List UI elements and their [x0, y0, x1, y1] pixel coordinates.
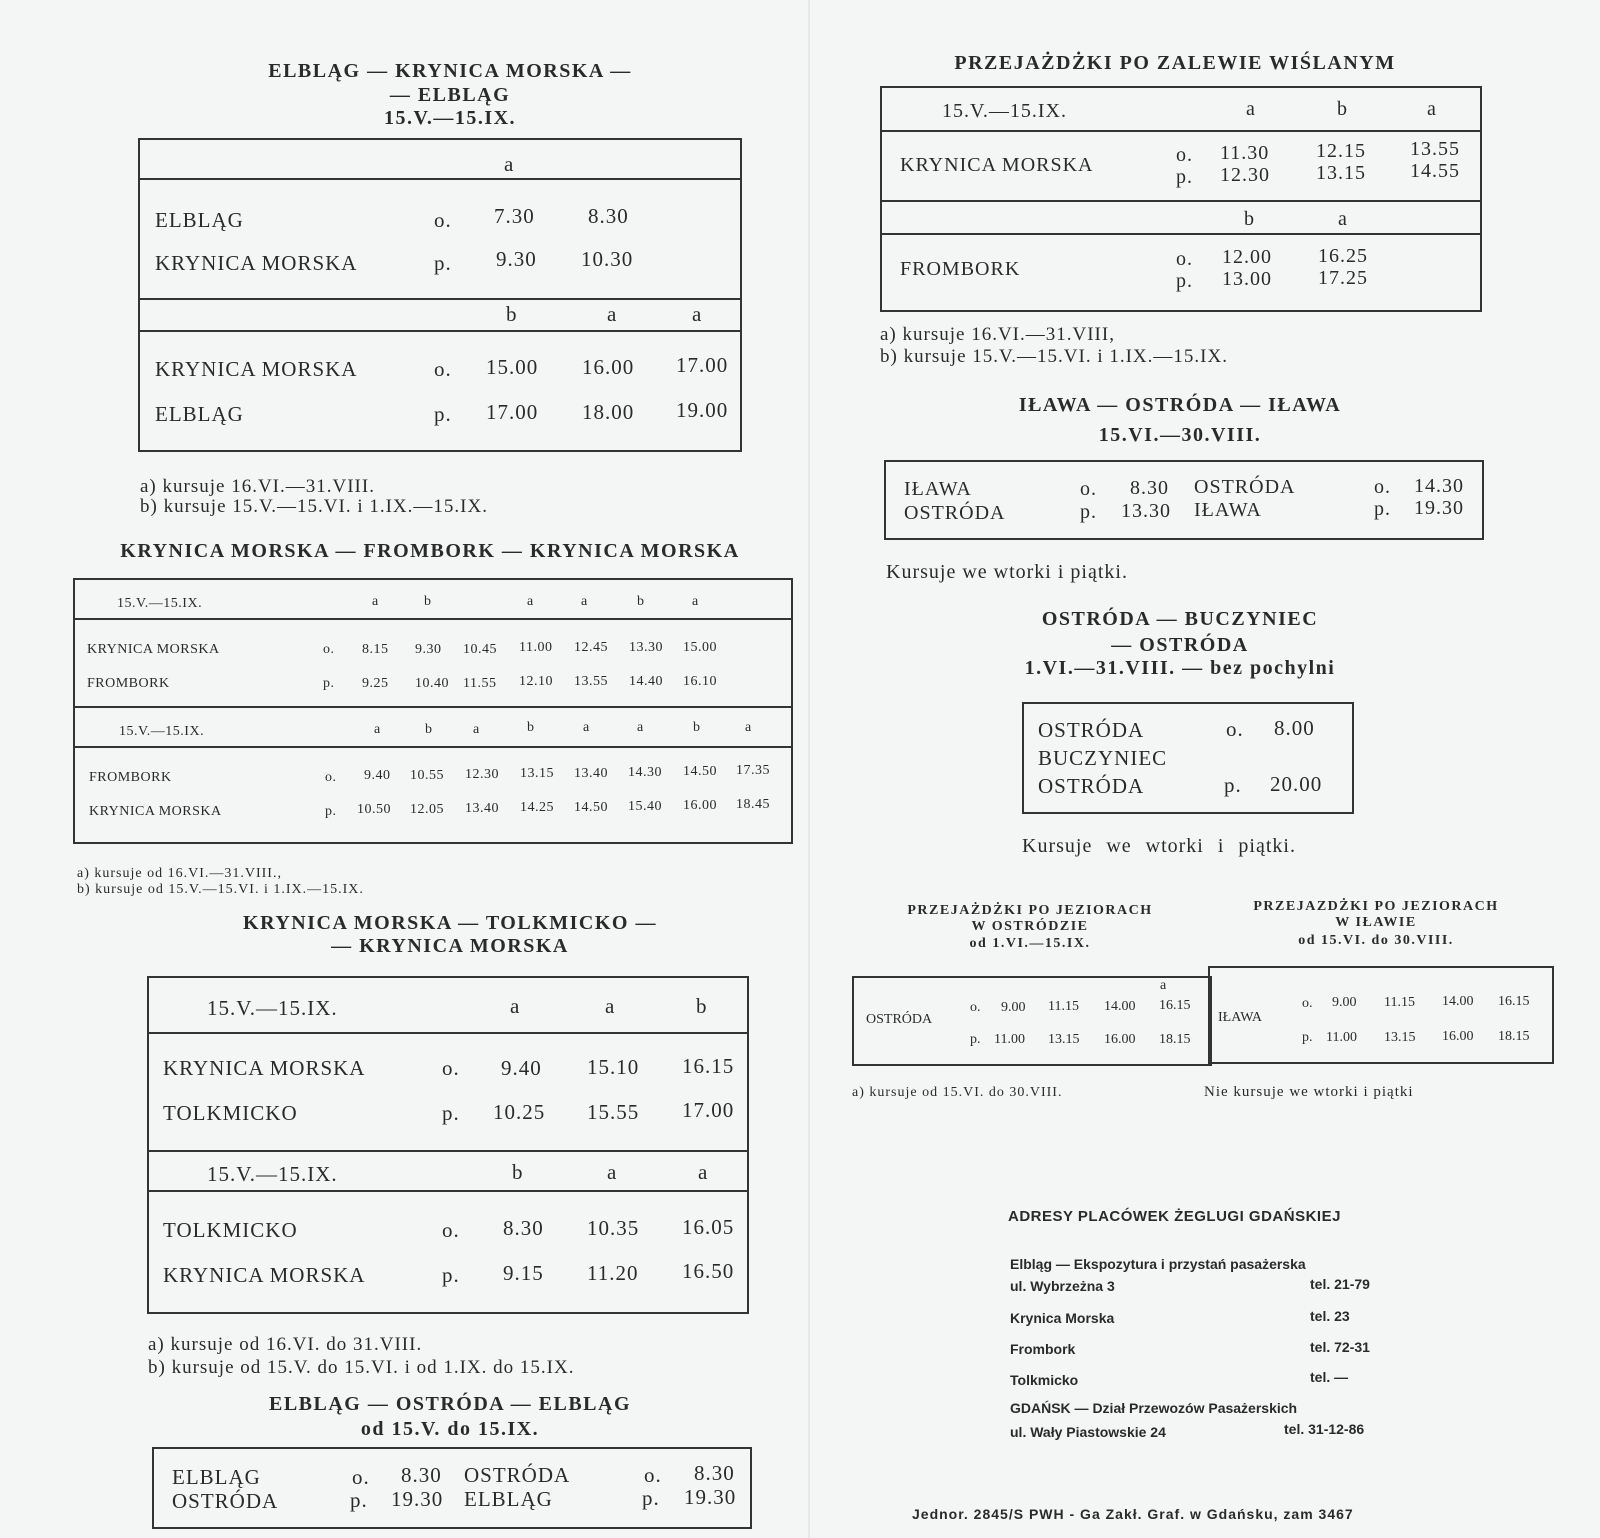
t8-left-p-t3: 16.00	[1104, 1032, 1136, 1047]
t2-r1-t4: 11.00	[519, 640, 553, 655]
t5-h1-c1: a	[1246, 98, 1256, 120]
t4-r2-to2: ELBLĄG	[464, 1487, 553, 1511]
t1-r3-place: KRYNICA MORSKA	[155, 357, 358, 381]
t3-timetable	[147, 976, 749, 1314]
t1-r2-place: KRYNICA MORSKA	[155, 251, 358, 275]
t6-r2-time2: 19.30	[1414, 497, 1464, 519]
t4-r2-mode: p.	[350, 1488, 368, 1512]
t8-left-p-mode: p.	[970, 1032, 981, 1047]
t8-note-left: a) kursuje od 15.VI. do 30.VIII.	[852, 1085, 1063, 1100]
t6-r1-time: 8.30	[1130, 477, 1169, 499]
t7-r3-mode: p.	[1224, 773, 1242, 797]
t6-note: Kursuje we wtorki i piątki.	[886, 561, 1128, 583]
t6-r2-mode2: p.	[1374, 498, 1391, 520]
t2-r2-place: FROMBORK	[87, 676, 170, 691]
t5-r2-mode-p: p.	[1176, 270, 1193, 292]
t8-right-title3: od 15.VI. do 30.VIII.	[1298, 933, 1454, 948]
t2-h1-c3: a	[527, 594, 534, 609]
t5-r2-t1o: 12.00	[1222, 246, 1272, 268]
t8-left-title2: W OSTRÓDZIE	[971, 919, 1089, 934]
t6-r1-from: IŁAWA	[904, 478, 972, 500]
t7-timetable	[1022, 702, 1354, 814]
t5-r1-mode-p: p.	[1176, 166, 1193, 188]
t7-r3-place: OSTRÓDA	[1038, 774, 1145, 798]
t1-r2-time1: 9.30	[496, 247, 537, 271]
t3-r3-time2: 10.35	[587, 1216, 640, 1240]
t8-right-p-t4: 18.15	[1498, 1029, 1530, 1044]
t7-r1-mode: o.	[1226, 717, 1244, 741]
address-frombork-tel: tel. 72-31	[1310, 1339, 1370, 1355]
t2-h1-period: 15.V.—15.IX.	[117, 596, 203, 611]
t5-timetable	[880, 86, 1482, 312]
t6-title-line2: 15.VI.—30.VIII.	[1098, 424, 1262, 446]
t3-r2-time1: 10.25	[493, 1100, 546, 1124]
t8-right-o-mode: o.	[1302, 996, 1313, 1011]
t2-note-b: b) kursuje od 15.V.—15.VI. i 1.IX.—15.IX.	[77, 882, 364, 897]
t5-r2-mode-o: o.	[1176, 248, 1193, 270]
t2-h2-period: 15.V.—15.IX.	[119, 724, 205, 739]
t2-note-a: a) kursuje od 16.VI.—31.VIII.,	[77, 866, 282, 881]
t1-r4-time3: 19.00	[676, 398, 729, 422]
t2-r3-t1: 9.40	[364, 768, 391, 783]
t8-right-o-t1: 9.00	[1332, 995, 1357, 1010]
t8-left-place: OSTRÓDA	[866, 1012, 933, 1027]
t2-h1-c5: b	[637, 594, 645, 609]
t1-h2-2: a	[607, 302, 618, 326]
t4-r1-time2: 8.30	[694, 1461, 735, 1485]
t2-h2-c4: b	[527, 720, 535, 735]
t1-r4-place: ELBLĄG	[155, 402, 244, 426]
t7-title-line2: — OSTRÓDA	[1111, 634, 1249, 656]
t5-h1-c2: b	[1337, 98, 1348, 120]
address-krynica-tel: tel. 23	[1310, 1308, 1350, 1324]
t4-title-line1: ELBLĄG — OSTRÓDA — ELBLĄG	[268, 1393, 632, 1415]
t3-h1-c1: a	[510, 994, 521, 1018]
t8-right-o-t3: 14.00	[1442, 994, 1474, 1009]
t8-left-o-t2: 11.15	[1048, 999, 1079, 1014]
t1-r2-mode: p.	[434, 251, 452, 275]
t3-r4-time2: 11.20	[587, 1261, 639, 1285]
t6-r2-time: 13.30	[1121, 500, 1171, 522]
t2-r2-t4: 12.10	[519, 674, 553, 689]
t3-h2-c1: b	[512, 1160, 524, 1184]
t3-h1-period: 15.V.—15.IX.	[207, 996, 338, 1020]
t6-r1-mode2: o.	[1374, 476, 1391, 498]
t1-r3-mode: o.	[434, 357, 452, 381]
t3-r1-mode: o.	[442, 1056, 460, 1080]
t1-h2-3: a	[692, 302, 703, 326]
t2-h2-c5: a	[583, 720, 590, 735]
t8-left-title1: PRZEJAŻDŻKI PO JEZIORACH	[907, 903, 1153, 918]
t2-r1-t6: 13.30	[629, 640, 663, 655]
t8-left-p-t2: 13.15	[1048, 1032, 1080, 1047]
t7-r3-time: 20.00	[1270, 772, 1323, 796]
t5-r1-mode-o: o.	[1176, 144, 1193, 166]
t2-r1-t1: 8.15	[362, 642, 389, 657]
t5-note-b: b) kursuje 15.V.—15.VI. i 1.IX.—15.IX.	[880, 346, 1228, 367]
t2-r2-t1: 9.25	[362, 676, 389, 691]
t8-left-o-t1: 9.00	[1001, 1000, 1026, 1015]
t8-left-title3: od 1.VI.—15.IX.	[969, 936, 1091, 951]
t8-right-title2: W IŁAWIE	[1335, 915, 1417, 930]
t2-r3-t2: 10.55	[410, 768, 444, 783]
t6-r1-mode: o.	[1080, 478, 1097, 500]
t6-r1-from2: OSTRÓDA	[1194, 476, 1296, 498]
t1-title-line2: — ELBLĄG	[389, 84, 511, 106]
address-elblag-street: ul. Wybrzeżna 3	[1010, 1278, 1115, 1294]
t8-left-o-mode: o.	[970, 1000, 981, 1015]
t5-r2-place: FROMBORK	[900, 258, 1021, 280]
t2-timetable	[73, 578, 793, 844]
t1-h2-1: b	[506, 302, 518, 326]
t3-title-line1: KRYNICA MORSKA — TOLKMICKO —	[243, 912, 657, 934]
t8-left-p-t4: 18.15	[1159, 1032, 1191, 1047]
t1-r1-time1: 7.30	[494, 204, 535, 228]
t2-r4-t6: 15.40	[628, 799, 662, 814]
t3-title-line2: — KRYNICA MORSKA	[331, 935, 569, 957]
t5-r1-t2p: 13.15	[1316, 162, 1366, 184]
t3-r3-place: TOLKMICKO	[163, 1218, 298, 1242]
t5-r1-t1p: 12.30	[1220, 164, 1270, 186]
t1-r3-time3: 17.00	[676, 353, 729, 377]
t8-left-table	[852, 976, 1212, 1066]
address-gdansk-street: ul. Wały Piastowskie 24	[1010, 1424, 1166, 1440]
t8-right-title1: PRZEJAZDŻKI PO JEZIORACH	[1253, 899, 1499, 914]
t2-r1-t5: 12.45	[574, 640, 608, 655]
t3-r1-time2: 15.10	[587, 1055, 640, 1079]
t4-r1-mode: o.	[352, 1465, 370, 1489]
t2-h2-c6: a	[637, 720, 644, 735]
t2-r4-t5: 14.50	[574, 800, 608, 815]
t6-r1-time2: 14.30	[1414, 475, 1464, 497]
t5-h2-c1: b	[1244, 208, 1255, 230]
t2-h2-c1: a	[374, 722, 381, 737]
t7-r2-place: BUCZYNIEC	[1038, 746, 1168, 770]
t2-r4-mode: p.	[325, 804, 337, 819]
t8-left-p-t1: 11.00	[994, 1032, 1025, 1047]
t2-r1-place: KRYNICA MORSKA	[87, 642, 220, 657]
t4-r1-mode2: o.	[644, 1463, 662, 1487]
t3-r3-time1: 8.30	[503, 1216, 544, 1240]
t2-r4-t3: 13.40	[465, 801, 499, 816]
t2-r4-t2: 12.05	[410, 802, 444, 817]
t2-r3-t6: 14.30	[628, 765, 662, 780]
t2-r3-t4: 13.15	[520, 766, 554, 781]
t2-r2-t2: 10.40	[415, 676, 449, 691]
t3-r2-mode: p.	[442, 1101, 460, 1125]
t8-right-p-t3: 16.00	[1442, 1029, 1474, 1044]
t5-r2-t1p: 13.00	[1222, 268, 1272, 290]
t1-r4-mode: p.	[434, 402, 452, 426]
t2-r1-t3: 10.45	[463, 642, 497, 657]
t3-r4-place: KRYNICA MORSKA	[163, 1263, 366, 1287]
t3-note-b: b) kursuje od 15.V. do 15.VI. i od 1.IX. do 15.IX.	[148, 1357, 575, 1378]
t3-h2-period: 15.V.—15.IX.	[207, 1162, 338, 1186]
t4-r1-from: ELBLĄG	[172, 1465, 261, 1489]
t2-h1-c4: a	[581, 594, 588, 609]
t1-timetable	[138, 138, 742, 452]
t3-r2-time2: 15.55	[587, 1100, 640, 1124]
t5-r2-t2p: 17.25	[1318, 267, 1368, 289]
t8-right-place: IŁAWA	[1218, 1010, 1262, 1025]
t6-timetable	[884, 460, 1484, 540]
t2-h2-c2: b	[425, 722, 433, 737]
page-fold	[808, 0, 810, 1538]
t7-r1-place: OSTRÓDA	[1038, 718, 1145, 742]
t1-r2-time2: 10.30	[581, 247, 634, 271]
t2-r3-mode: o.	[325, 770, 337, 785]
t8-right-p-t2: 13.15	[1384, 1030, 1416, 1045]
t5-r1-t1o: 11.30	[1220, 142, 1270, 164]
t5-r1-place: KRYNICA MORSKA	[900, 154, 1094, 176]
t3-r2-place: TOLKMICKO	[163, 1101, 298, 1125]
t8-left-o-t4: 16.15	[1159, 998, 1191, 1013]
t1-r1-place: ELBLĄG	[155, 208, 244, 232]
t2-r3-t5: 13.40	[574, 766, 608, 781]
t6-r2-mode: p.	[1080, 501, 1097, 523]
t1-r4-time2: 18.00	[582, 400, 635, 424]
t4-r2-time: 19.30	[391, 1487, 444, 1511]
address-gdansk: GDAŃSK — Dział Przewozów Pasażerskich	[1010, 1400, 1298, 1416]
t7-r1-time: 8.00	[1274, 716, 1315, 740]
t3-r4-time1: 9.15	[503, 1261, 544, 1285]
t2-r3-place: FROMBORK	[89, 770, 172, 785]
t2-r2-t6: 14.40	[629, 674, 663, 689]
t3-r3-mode: o.	[442, 1218, 460, 1242]
t5-r2-t2o: 16.25	[1318, 245, 1368, 267]
t3-h2-c3: a	[698, 1160, 709, 1184]
t8-right-p-mode: p.	[1302, 1030, 1313, 1045]
t1-r3-time2: 16.00	[582, 355, 635, 379]
t8-right-p-t1: 11.00	[1326, 1030, 1357, 1045]
address-frombork: Frombork	[1010, 1341, 1076, 1357]
t2-h1-c6: a	[692, 594, 699, 609]
t2-r2-t7: 16.10	[683, 674, 717, 689]
t8-right-o-t4: 16.15	[1498, 994, 1530, 1009]
t4-r2-to: OSTRÓDA	[172, 1489, 279, 1513]
t2-r4-t8: 18.45	[736, 797, 770, 812]
t2-r2-mode: p.	[323, 676, 335, 691]
t6-title-line1: IŁAWA — OSTRÓDA — IŁAWA	[1018, 394, 1342, 416]
t2-h2-c7: b	[693, 720, 701, 735]
t8-right-table	[1208, 966, 1554, 1064]
t1-r1-mode: o.	[434, 208, 452, 232]
t2-r2-t5: 13.55	[574, 674, 608, 689]
t7-title-line1: OSTRÓDA — BUCZYNIEC	[1041, 608, 1319, 630]
t2-r3-t3: 12.30	[465, 767, 499, 782]
t1-r1-time2: 8.30	[588, 204, 629, 228]
t5-h1-period: 15.V.—15.IX.	[942, 100, 1067, 122]
t2-h1-c1: a	[372, 594, 379, 609]
address-gdansk-tel: tel. 31-12-86	[1284, 1421, 1365, 1437]
t6-r2-to2: IŁAWA	[1194, 499, 1262, 521]
address-elblag-tel: tel. 21-79	[1310, 1276, 1370, 1292]
printer-imprint: Jednor. 2845/S PWH - Ga Zakł. Graf. w Gdańsku, zam 3467	[912, 1506, 1354, 1522]
t4-title-line2: od 15.V. do 15.IX.	[360, 1418, 540, 1440]
t3-r1-place: KRYNICA MORSKA	[163, 1056, 366, 1080]
t1-note-b: b) kursuje 15.V.—15.VI. i 1.IX.—15.IX.	[140, 496, 488, 517]
t6-r2-to: OSTRÓDA	[904, 502, 1006, 524]
t3-r2-time3: 17.00	[682, 1098, 735, 1122]
t8-note-right: Nie kursuje we wtorki i piątki	[1204, 1084, 1414, 1100]
t5-note-a: a) kursuje 16.VI.—31.VIII,	[880, 324, 1115, 345]
t2-r3-t8: 17.35	[736, 763, 770, 778]
t3-note-a: a) kursuje od 16.VI. do 31.VIII.	[148, 1334, 423, 1355]
t4-r2-time2: 19.30	[684, 1485, 737, 1509]
t3-h1-c3: b	[696, 994, 708, 1018]
t3-r1-time3: 16.15	[682, 1054, 735, 1078]
t1-title-line1: ELBLĄG — KRYNICA MORSKA —	[268, 60, 632, 82]
t8-left-mark: a	[1160, 978, 1167, 993]
t5-r1-t3o: 13.55	[1410, 138, 1460, 160]
t3-h1-c2: a	[605, 994, 616, 1018]
t4-r1-from2: OSTRÓDA	[464, 1463, 571, 1487]
t1-r4-time1: 17.00	[486, 400, 539, 424]
t5-r1-t2o: 12.15	[1316, 140, 1366, 162]
t5-r1-t3p: 14.55	[1410, 160, 1460, 182]
t2-r2-t3: 11.55	[463, 676, 497, 691]
address-tolkmicko-tel: tel. —	[1310, 1369, 1349, 1385]
t1-h1: a	[504, 152, 515, 176]
t2-r4-t7: 16.00	[683, 798, 717, 813]
address-title: ADRESY PLACÓWEK ŻEGLUGI GDAŃSKIEJ	[1008, 1208, 1341, 1225]
t3-r3-time3: 16.05	[682, 1215, 735, 1239]
address-tolkmicko: Tolkmicko	[1010, 1372, 1079, 1388]
t2-r3-t7: 14.50	[683, 764, 717, 779]
t7-title-line3: 1.VI.—31.VIII. — bez pochylni	[1024, 657, 1336, 679]
t1-title-line3: 15.V.—15.IX.	[383, 107, 517, 129]
t8-right-o-t2: 11.15	[1384, 995, 1415, 1010]
t3-r1-time1: 9.40	[501, 1056, 542, 1080]
t4-timetable	[152, 1447, 752, 1529]
t2-h2-c3: a	[473, 722, 480, 737]
t3-r4-time3: 16.50	[682, 1259, 735, 1283]
t3-r4-mode: p.	[442, 1263, 460, 1287]
t5-title: PRZEJAŻDŻKI PO ZALEWIE WIŚLANYM	[954, 52, 1396, 74]
t2-r1-t7: 15.00	[683, 640, 717, 655]
t2-r1-mode: o.	[323, 642, 335, 657]
address-elblag: Elbląg — Ekspozytura i przystań pasażerska	[1010, 1256, 1306, 1272]
t1-r3-time1: 15.00	[486, 355, 539, 379]
t2-r4-place: KRYNICA MORSKA	[89, 804, 222, 819]
t3-h2-c2: a	[607, 1160, 618, 1184]
t2-title: KRYNICA MORSKA — FROMBORK — KRYNICA MORSKA	[120, 540, 740, 562]
address-krynica: Krynica Morska	[1010, 1310, 1115, 1326]
t7-note: Kursuje we wtorki i piątki.	[1022, 835, 1296, 857]
t5-h2-c2: a	[1338, 208, 1348, 230]
t8-left-o-t3: 14.00	[1104, 999, 1136, 1014]
t2-r4-t1: 10.50	[357, 802, 391, 817]
t4-r1-time: 8.30	[401, 1463, 442, 1487]
t2-r1-t2: 9.30	[415, 642, 442, 657]
t2-h2-c8: a	[745, 720, 752, 735]
t4-r2-mode2: p.	[642, 1486, 660, 1510]
t2-r4-t4: 14.25	[520, 800, 554, 815]
t2-h1-c2: b	[424, 594, 432, 609]
t1-note-a: a) kursuje 16.VI.—31.VIII.	[140, 476, 375, 497]
t5-h1-c3: a	[1427, 98, 1437, 120]
